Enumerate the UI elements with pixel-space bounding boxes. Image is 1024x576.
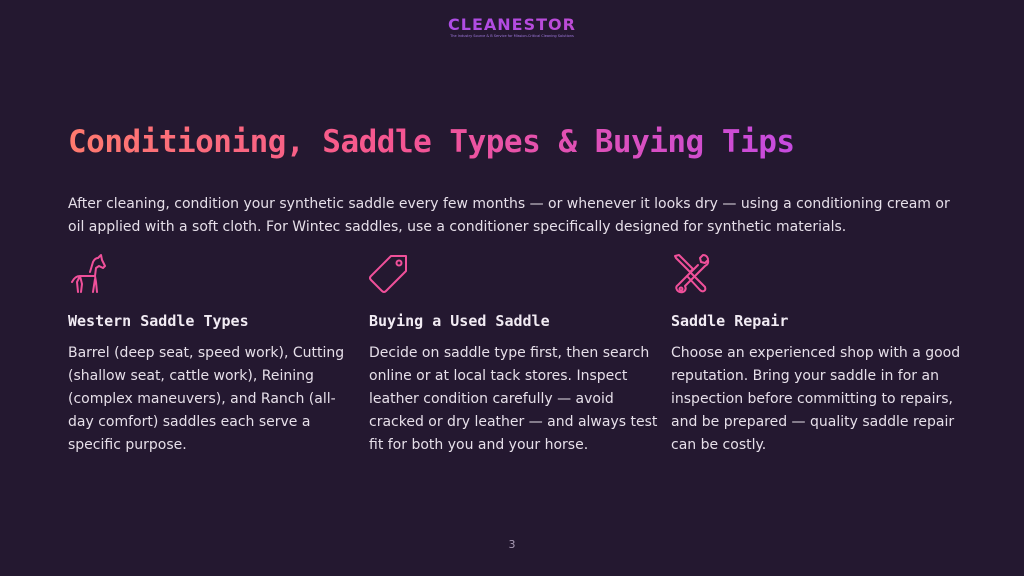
column-body: Decide on saddle type first, then search online or at local tack stores. Inspect leather condition carefully — avoid cracked or dry leather — and always test fit for both you and your horse. — [369, 345, 658, 453]
tag-icon — [369, 252, 409, 296]
brand-logo — [0, 16, 1024, 39]
slide-title: Conditioning, Saddle Types & Buying Tips — [68, 120, 795, 164]
column-buying-used-saddle — [369, 252, 659, 457]
tools-icon — [671, 252, 711, 296]
column-western-saddle-types — [68, 252, 358, 457]
logo-wordmark: CLEANESTOR — [0, 16, 1024, 34]
intro-paragraph: After cleaning, condition your synthetic saddle every few months — or whenever it looks dry — using a conditioning cream or oil applied with a soft cloth. For Wintec saddles, use a conditioner specifically designed for synthetic materials. — [68, 196, 950, 235]
column-heading: Buying a Used Saddle — [369, 312, 550, 330]
column-heading: Saddle Repair — [671, 312, 789, 330]
logo-tagline: The Industry Source & B Service for Mission-Critical Cleaning Solutions — [450, 34, 574, 38]
column-saddle-repair — [671, 252, 961, 457]
column-body: Choose an experienced shop with a good reputation. Bring your saddle in for an inspection before committing to repairs, and be prepared — quality saddle repair can be costly. — [671, 345, 961, 453]
horse-icon — [68, 252, 108, 296]
column-body: Barrel (deep seat, speed work), Cutting (shallow seat, cattle work), Reining (complex maneuvers), and Ranch (all-day comfort) saddles each serve a specific purpose. — [68, 345, 345, 453]
page-number: 3 — [508, 538, 516, 551]
column-heading: Western Saddle Types — [68, 312, 249, 330]
